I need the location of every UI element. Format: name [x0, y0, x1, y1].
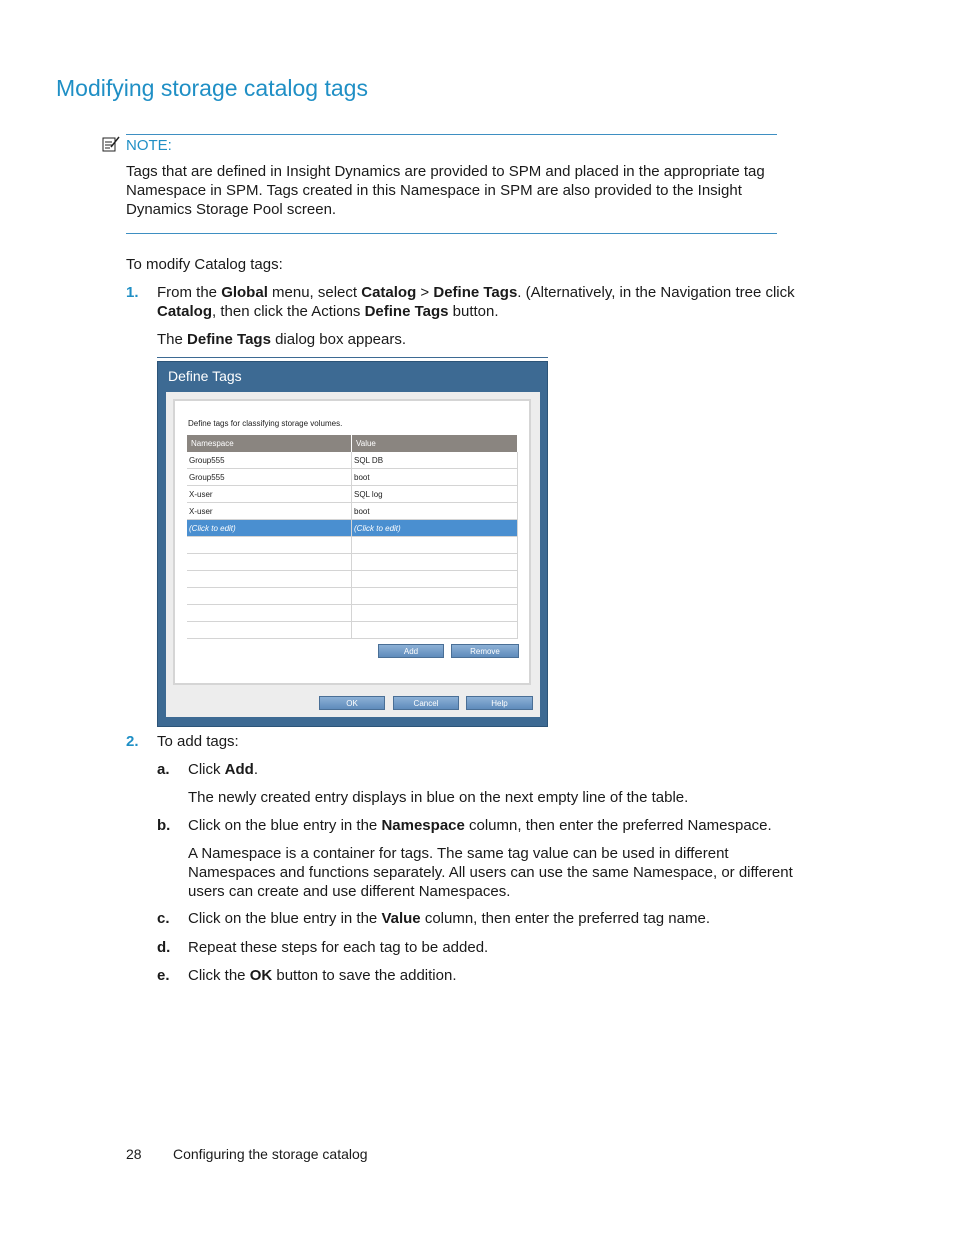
- dialog-panel: [173, 399, 531, 685]
- value-edit-cell[interactable]: (Click to edit): [352, 520, 518, 537]
- empty-row[interactable]: [187, 537, 518, 554]
- table-row-selected[interactable]: [187, 520, 518, 537]
- define-tags-dialog: [157, 361, 548, 727]
- empty-row[interactable]: [187, 554, 518, 571]
- substep-c-letter: c.: [157, 910, 170, 927]
- substep-c-text: Click on the blue entry in the Value column, then enter the preferred tag name.: [188, 910, 710, 927]
- value-cell[interactable]: boot: [352, 503, 518, 520]
- table-row[interactable]: [187, 469, 518, 486]
- footer-section-title: Configuring the storage catalog: [173, 1146, 368, 1162]
- substep-a-detail: The newly created entry displays in blue on the next empty line of the table.: [188, 789, 689, 806]
- substep-b-detail: A Namespace is a container for tags. The same tag value can be used in different Namespaces and functions separately. All users can use the same Namespace, or different users can create and use different Namespaces.: [188, 845, 793, 900]
- value-cell[interactable]: SQL log: [352, 486, 518, 503]
- substep-b-letter: b.: [157, 817, 171, 834]
- value-column-header[interactable]: Value: [352, 435, 518, 452]
- substep-d-text: Repeat these steps for each tag to be added.: [188, 939, 489, 956]
- table-header: [187, 435, 518, 452]
- namespace-cell[interactable]: X-user: [187, 486, 352, 503]
- step-2-number: 2.: [126, 733, 139, 750]
- namespace-column-header[interactable]: Namespace: [187, 435, 352, 452]
- dialog-body: [166, 392, 540, 717]
- value-cell[interactable]: SQL DB: [352, 452, 518, 469]
- step-1-text: From the Global menu, select Catalog > Define Tags. (Alternatively, in the Navigation tree click Catalog, then click the Actions Define Tags button.: [157, 284, 795, 320]
- tags-table: [187, 435, 518, 639]
- namespace-edit-cell[interactable]: (Click to edit): [187, 520, 352, 537]
- step-1-result: The Define Tags dialog box appears.: [157, 331, 407, 348]
- table-row[interactable]: [187, 503, 518, 520]
- dialog-shadow-line: [157, 357, 548, 358]
- empty-row[interactable]: [187, 622, 518, 639]
- remove-button[interactable]: Remove: [451, 644, 519, 658]
- substep-e-text: Click the OK button to save the addition.: [188, 967, 457, 984]
- dialog-title: Define Tags: [168, 368, 242, 384]
- page-title: Modifying storage catalog tags: [56, 75, 368, 101]
- note-icon: [102, 136, 120, 152]
- table-row[interactable]: [187, 486, 518, 503]
- note-label: NOTE:: [126, 137, 172, 154]
- step-1-number: 1.: [126, 284, 139, 301]
- namespace-cell[interactable]: X-user: [187, 503, 352, 520]
- help-button[interactable]: Help: [466, 696, 533, 710]
- table-row[interactable]: [187, 452, 518, 469]
- namespace-cell[interactable]: Group555: [187, 452, 352, 469]
- substep-b-text: Click on the blue entry in the Namespace column, then enter the preferred Namespace.: [188, 817, 772, 834]
- step-2-text: To add tags:: [157, 733, 239, 750]
- value-cell[interactable]: boot: [352, 469, 518, 486]
- note-bottom-rule: [126, 233, 777, 234]
- empty-row[interactable]: [187, 605, 518, 622]
- page-number: 28: [126, 1146, 142, 1162]
- note-top-rule: [126, 134, 777, 135]
- note-text: Tags that are defined in Insight Dynamics are provided to SPM and placed in the appropriate tag Namespace in SPM. Tags created in this Namespace in SPM are also provided to the Insight Dynamics Storage Pool screen.: [126, 163, 765, 218]
- substep-e-letter: e.: [157, 967, 170, 984]
- substep-a-letter: a.: [157, 761, 170, 778]
- namespace-cell[interactable]: Group555: [187, 469, 352, 486]
- substep-d-letter: d.: [157, 939, 171, 956]
- ok-button[interactable]: OK: [319, 696, 385, 710]
- cancel-button[interactable]: Cancel: [393, 696, 459, 710]
- dialog-description: Define tags for classifying storage volumes.: [188, 419, 343, 428]
- empty-row[interactable]: [187, 588, 518, 605]
- empty-row[interactable]: [187, 571, 518, 588]
- add-button[interactable]: Add: [378, 644, 444, 658]
- intro-text: To modify Catalog tags:: [126, 256, 283, 273]
- substep-a-text: Click Add.: [188, 761, 259, 778]
